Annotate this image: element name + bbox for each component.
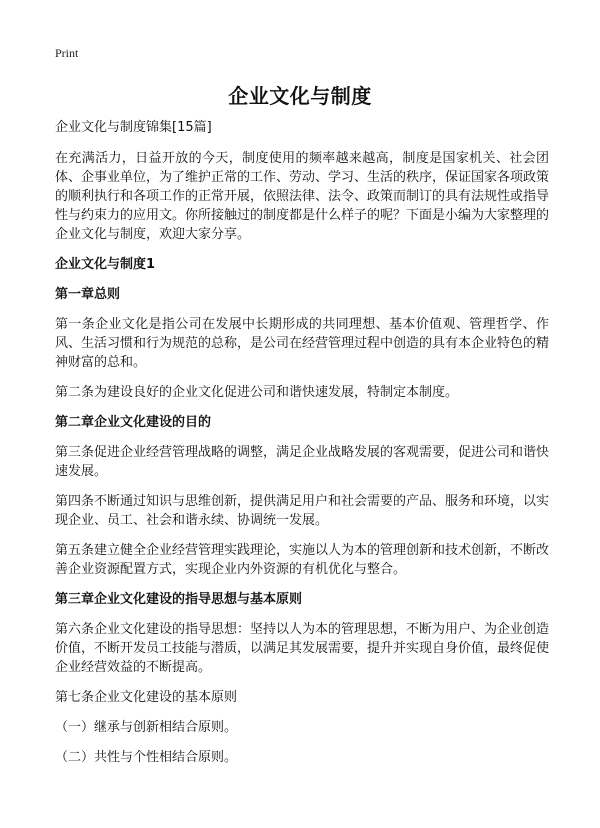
print-link[interactable]: Print	[55, 46, 79, 60]
article-paragraph: 第五条建立健全企业经营管理实践理论，实施以人为本的管理创新和技术创新，不断改善企业资源配置方式，实现企业内外资源的有机优化与整合。	[55, 543, 550, 577]
article-paragraph: 第二条为建设良好的企业文化促进公司和谐快速发展，特制定本制度。	[55, 385, 459, 400]
principle-list-item: （二）共性与个性相结合原则。	[55, 750, 238, 765]
document-subtitle: 企业文化与制度锦集[15篇]	[55, 120, 212, 135]
chapter-heading: 第二章企业文化建设的目的	[55, 415, 212, 430]
section-heading: 企业文化与制度1	[55, 257, 156, 272]
article-paragraph: 第一条企业文化是指公司在发展中长期形成的共同理想、基本价值观、管理哲学、作风、生活习惯和行为规范的总称，是公司在经营管理过程中创造的具有本企业特色的精神财富的总和。	[55, 317, 550, 370]
document-body	[55, 118, 549, 778]
principle-list-item: （一）继承与创新相结合原则。	[55, 720, 238, 735]
article-paragraph: 第六条企业文化建设的指导思想：坚持以人为本的管理思想，不断为用户、为企业创造价值，不断开发员工技能与潜质，以满足其发展需要，提升并实现自身价值，最终促使企业经营效益的不断提高。	[55, 622, 550, 675]
article-paragraph: 第七条企业文化建设的基本原则	[55, 690, 238, 705]
article-paragraph: 第三条促进企业经营管理战略的调整，满足企业战略发展的客观需要，促进公司和谐快速发展。	[55, 445, 550, 479]
document-title: 企业文化与制度	[228, 84, 372, 108]
article-paragraph: 第四条不断通过知识与思维创新，提供满足用户和社会需要的产品、服务和环境，以实现企业、员工、社会和谐永续、协调统一发展。	[55, 494, 550, 528]
chapter-heading: 第一章总则	[55, 287, 121, 302]
intro-paragraph: 在充满活力，日益开放的今天，制度使用的频率越来越高，制度是国家机关、社会团体、企事业单位，为了维护正常的工作、劳动、学习、生活的秩序，保证国家各项政策的顺利执行和各项工作的正常开展，依照法律、法令、政策而制订的具有法规性或指导性与约束力的应用文。你所接触过的制度都是什么样子的呢？下面是小编为大家整理的企业文化与制度，欢迎大家分享。	[55, 151, 550, 242]
chapter-heading: 第三章企业文化建设的指导思想与基本原则	[55, 592, 303, 607]
